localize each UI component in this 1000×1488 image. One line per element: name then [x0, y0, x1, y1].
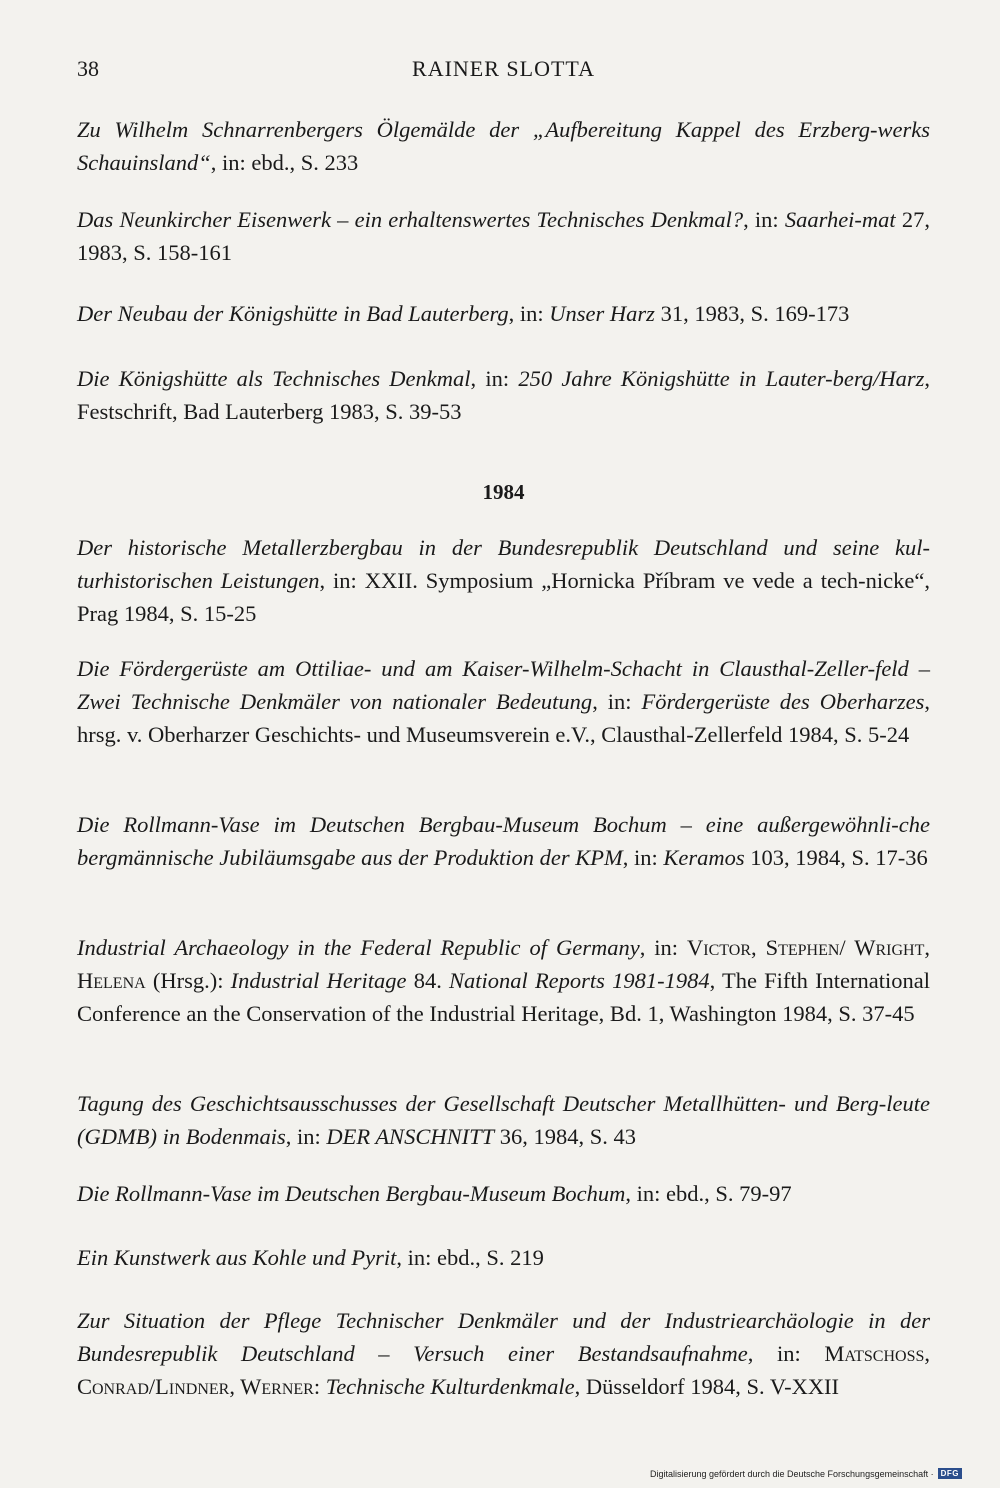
entry-editors: Matschoss, Conrad/Lindner, Werner: [77, 1341, 930, 1399]
entry-title: Der historische Metallerzbergbau in der Bundesrepublik Deutschland und seine kul-turhistorischen Leistungen: [77, 535, 930, 593]
bibliography-entry: Die Rollmann-Vase im Deutschen Bergbau-Museum Bochum – eine außergewöhnli-che bergmännische Jubiläumsgabe aus der Produktion der KPM, in: Keramos 103, 1984, S. 17-36: [77, 812, 930, 870]
bibliography-entry: Der historische Metallerzbergbau in der Bundesrepublik Deutschland und seine kul-turhistorischen Leistungen, in: XXII. Symposium „Hornicka Příbram ve vede a tech-nicke“, Prag 1984, S. 15-25: [77, 535, 930, 626]
entry-title: Der Neubau der Königshütte in Bad Lauterberg: [77, 301, 509, 326]
entry-title: Industrial Archaeology in the Federal Republic of Germany: [77, 935, 640, 960]
credit-text: Digitalisierung gefördert durch die Deutsche Forschungsgemeinschaft ·: [649, 1468, 934, 1479]
entry-title: Die Fördergerüste am Ottiliae- und am Kaiser-Wilhelm-Schacht in Clausthal-Zeller-feld – Zwei Technische Denkmäler von nationaler Bedeutung: [77, 656, 930, 714]
page-header: [77, 56, 930, 86]
entry-journal: Keramos: [663, 845, 745, 870]
bibliography-entry: Die Königshütte als Technisches Denkmal, in: 250 Jahre Königshütte in Lauter-berg/Harz, Festschrift, Bad Lauterberg 1983, S. 39-53: [77, 366, 930, 424]
bibliography-entry: Die Fördergerüste am Ottiliae- und am Kaiser-Wilhelm-Schacht in Clausthal-Zeller-feld – Zwei Technische Denkmäler von nationaler Bedeutung, in: Fördergerüste des Oberharzes, hrsg. v. Oberharzer Geschichts- und Museumsverein e.V., Clausthal-Zellerfeld 1984, S. 5-24: [77, 656, 930, 747]
entry-title: Ein Kunstwerk aus Kohle und Pyrit: [77, 1245, 397, 1270]
entry-journal: 250 Jahre Königshütte in Lauter-berg/Harz: [518, 366, 925, 391]
bibliography-entry: Die Rollmann-Vase im Deutschen Bergbau-Museum Bochum, in: ebd., S. 79-97: [77, 1181, 792, 1206]
entry-journal: Technische Kulturdenkmale: [325, 1374, 575, 1399]
entry-title: Die Rollmann-Vase im Deutschen Bergbau-Museum Bochum: [77, 1181, 626, 1206]
bibliography-entry: Industrial Archaeology in the Federal Republic of Germany, in: Victor, Stephen/ Wright, Helena (Hrsg.): Industrial Heritage 84. National Reports 1981-1984, The Fifth International Conference an the Conservation of the Industrial Heritage, Bd. 1, Washington 1984, S. 37-45: [77, 935, 931, 1026]
bibliography-entry: Zur Situation der Pflege Technischer Denkmäler und der Industriearchäologie in der Bundesrepublik Deutschland – Versuch einer Bestandsaufnahme, in: Matschoss, Conrad/Lindner, Werner: Technische Kulturdenkmale, Düsseldorf 1984, S. V-XXII: [77, 1308, 930, 1399]
year-heading: 1984: [482, 480, 525, 504]
bibliography-entry: Der Neubau der Königshütte in Bad Lauterberg, in: Unser Harz 31, 1983, S. 169-173: [77, 301, 850, 326]
bibliography-entry: Das Neunkircher Eisenwerk – ein erhaltenswertes Technisches Denkmal?, in: Saarhei-mat 27, 1983, S. 158-161: [77, 207, 930, 265]
entry-journal: National Reports 1981-1984: [449, 968, 710, 993]
bibliography-entry: Ein Kunstwerk aus Kohle und Pyrit, in: ebd., S. 219: [77, 1245, 544, 1270]
entry-title: Tagung des Geschichtsausschusses der Gesellschaft Deutscher Metallhütten- und Berg-leute (GDMB) in Bodenmais: [77, 1091, 930, 1149]
running-head: RAINER SLOTTA: [412, 56, 595, 81]
dfg-logo: DFG: [938, 1468, 962, 1479]
entry-title: Die Königshütte als Technisches Denkmal: [77, 366, 471, 391]
bibliography-entry: Tagung des Geschichtsausschusses der Gesellschaft Deutscher Metallhütten- und Berg-leute (GDMB) in Bodenmais, in: DER ANSCHNITT 36, 1984, S. 43: [77, 1091, 930, 1149]
page-number: 38: [77, 56, 99, 81]
entry-journal: DER ANSCHNITT: [326, 1124, 495, 1149]
entry-journal: Industrial Heritage: [230, 968, 407, 993]
bibliography-entry: Zu Wilhelm Schnarrenbergers Ölgemälde der „Aufbereitung Kappel des Erzberg-werks Schauinsland“, in: ebd., S. 233: [77, 117, 930, 175]
entry-journal: Unser Harz: [549, 301, 655, 326]
entry-editors: Victor, Stephen/ Wright, Helena: [77, 935, 930, 993]
digitization-credit: [650, 1468, 962, 1479]
entry-journal: Saarhei-mat: [784, 207, 896, 232]
entry-title: Zur Situation der Pflege Technischer Denkmäler und der Industriearchäologie in der Bundesrepublik Deutschland – Versuch einer Bestandsaufnahme: [77, 1308, 930, 1366]
entry-journal: Fördergerüste des Oberharzes: [641, 689, 925, 714]
entry-title: Zu Wilhelm Schnarrenbergers Ölgemälde der „Aufbereitung Kappel des Erzberg-werks Schauinsland“: [77, 117, 930, 175]
entry-title: Das Neunkircher Eisenwerk – ein erhaltenswertes Technisches Denkmal?: [77, 207, 744, 232]
entry-title: Die Rollmann-Vase im Deutschen Bergbau-Museum Bochum – eine außergewöhnli-che bergmännische Jubiläumsgabe aus der Produktion der KPM: [77, 812, 930, 870]
